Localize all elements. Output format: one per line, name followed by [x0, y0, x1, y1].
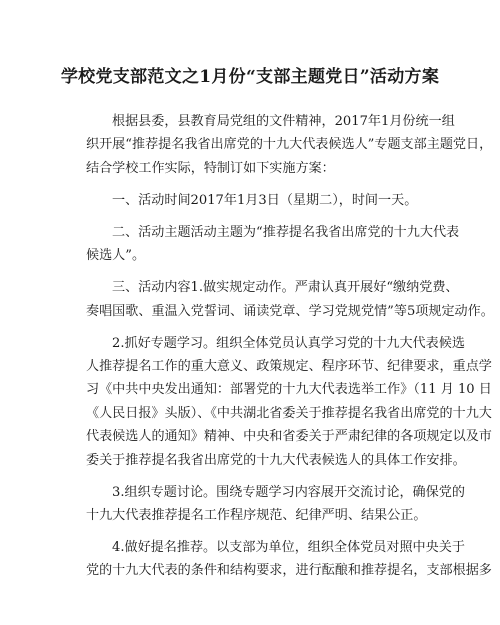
paragraph-gap — [86, 268, 422, 277]
text-line: 根据县委，县教育局党组的文件精神，2017年1月份统一组 — [112, 114, 455, 129]
paragraph-gap — [86, 527, 422, 536]
text-line: 代表候选人的通知》精神、中央和省委关于严肃纪律的各项规定以及市 — [86, 429, 492, 445]
paragraph-activity-time — [86, 189, 422, 212]
paragraph-nomination — [86, 536, 492, 583]
paragraph-discussion — [86, 481, 465, 528]
text-line: 3.组织专题讨论。围绕专题学习内容展开交流讨论，确保党的 — [112, 484, 465, 500]
text-line: 奏唱国歌、重温入党誓词、诵读党章、学习党规党情”等5项规定动作。 — [86, 303, 494, 319]
text-line: 党的十九大代表的条件和结构要求，进行酝酿和推荐提名，支部根据多 — [86, 563, 492, 579]
text-line: 《人民日报》头版）、《中共湖北省委关于推荐提名我省出席党的十九大 — [86, 405, 492, 421]
paragraph-gap — [86, 180, 422, 189]
text-line: 委关于推荐提名我省出席党的十九大代表候选人的具体工作安排。 — [86, 452, 466, 468]
paragraph-activity-theme — [86, 221, 460, 268]
paragraph-intro — [86, 110, 493, 180]
text-line: 十九大代表推荐提名工作程序规范、纪律严明、结果公正。 — [86, 508, 427, 524]
document-title: 学校党支部范文之1月份“支部主题党日”活动方案 — [60, 67, 440, 87]
text-line: 4.做好提名推荐。以支部为单位，组织全体党员对照中央关于 — [112, 540, 465, 556]
paragraph-gap — [86, 472, 422, 481]
text-line: 人推荐提名工作的重大意义、政策规定、程序环节、纪律要求，重点学 — [86, 359, 492, 375]
paragraph-study — [86, 332, 492, 472]
paragraph-gap — [86, 212, 422, 221]
text-line: 习《中共中央发出通知：部署党的十九大代表选举工作》（11 月 10 日 — [86, 382, 492, 398]
paragraph-activity-content — [86, 276, 494, 323]
text-line: 二、活动主题活动主题为“推荐提名我省出席党的十九大代表 — [112, 224, 460, 240]
text-line: 织开展“推荐提名我省出席党的十九大代表候选人”专题支部主题党日， — [86, 137, 493, 153]
text-line: 2.抓好专题学习。组织全体党员认真学习党的十九大代表候选 — [112, 335, 465, 351]
text-line: 三、活动内容1.做实规定动作。严肃认真开展好“缴纳党费、 — [112, 280, 459, 296]
paragraph-gap — [86, 323, 422, 332]
text-line: 一、活动时间2017年1月3日（星期二），时间一天。 — [112, 192, 418, 208]
text-line: 结合学校工作实际，特制订如下实施方案： — [86, 160, 335, 176]
document-body — [86, 110, 494, 583]
text-line: 候选人”。 — [86, 248, 146, 264]
